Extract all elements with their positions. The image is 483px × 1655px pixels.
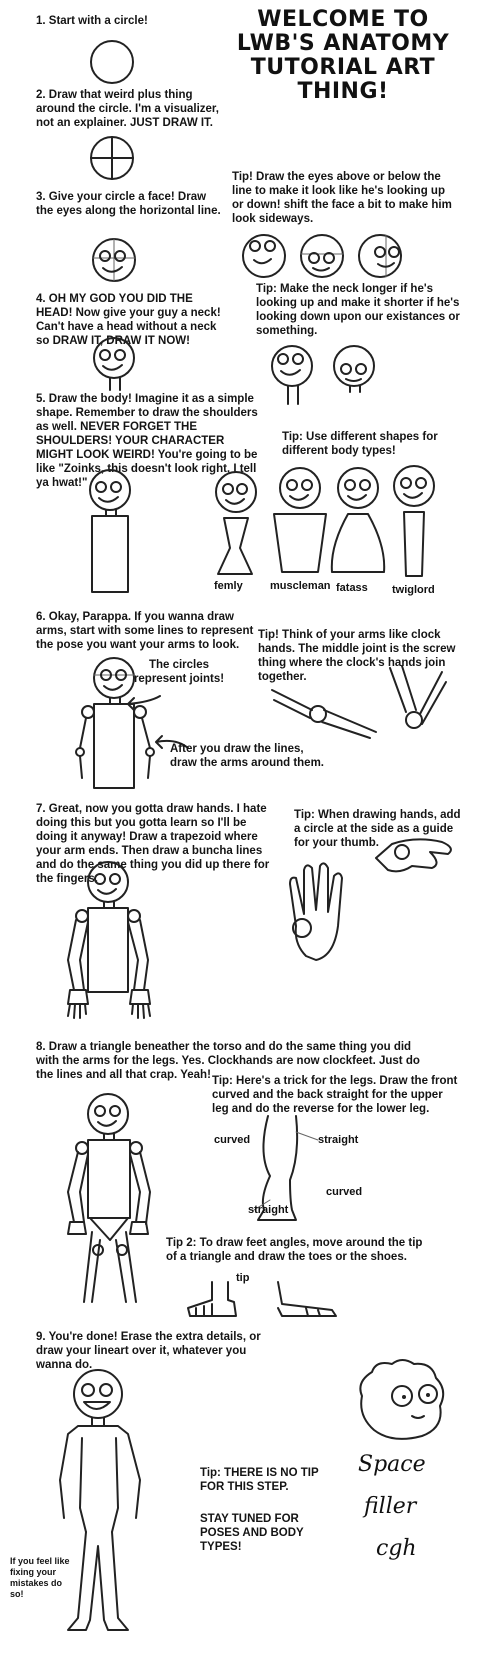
step-4-text: 4. OH MY GOD YOU DID THE HEAD! Now give your guy a neck! Can't have a head without a neck so DRAW IT, DRAW IT NOW! bbox=[36, 293, 221, 347]
tip-3-face-down bbox=[298, 232, 348, 282]
page-title: WELCOME TO LWB'S ANATOMY TUTORIAL ART THING! bbox=[236, 7, 450, 104]
space-filler-word-filler: filler bbox=[364, 1494, 417, 1519]
label-straight-upper: straight bbox=[318, 1134, 359, 1146]
label-fix-mistakes: If you feel like fixing your mistakes do so! bbox=[10, 1556, 70, 1599]
label-after-lines: After you draw the lines, draw the arms around them. bbox=[170, 743, 325, 769]
step-4-head-neck bbox=[90, 336, 140, 396]
tip-7-text: Tip: When drawing hands, add a circle at the side as a guide for your thumb. bbox=[294, 809, 461, 849]
label-curved-upper: curved bbox=[214, 1134, 251, 1146]
tip-6-clock-arm-bent bbox=[266, 680, 386, 740]
tip-3-text: Tip! Draw the eyes above or below the line to make it look like he's looking up or down! shift the face a bit to make him look sideways. bbox=[232, 171, 452, 225]
tip-4-text: Tip: Make the neck longer if he's looking up and make it shorter if he's looking down upon our existances or something. bbox=[256, 283, 460, 337]
arrow-joints bbox=[120, 692, 170, 712]
step-2-text: 2. Draw that weird plus thing around the circle. I'm a visualizer, not an explainer. JUST DRAW IT. bbox=[36, 89, 219, 129]
step-6-text: 6. Okay, Parappa. If you wanna draw arms, start with some lines to represent the pose you want your arms to look. bbox=[36, 611, 254, 651]
space-filler-word-space: Space bbox=[358, 1452, 426, 1477]
label-straight-lower: straight bbox=[248, 1204, 289, 1216]
tip-5-text: Tip: Use different shapes for different body types! bbox=[282, 431, 438, 457]
step-3-text: 3. Give your circle a face! Draw the eyes along the horizontal line. bbox=[36, 191, 221, 217]
step-8-legs-figure bbox=[56, 1092, 164, 1306]
step-1-text: 1. Start with a circle! bbox=[36, 15, 148, 27]
body-type-muscleman bbox=[270, 466, 330, 578]
step-3-face bbox=[90, 236, 140, 286]
label-fatass: fatass bbox=[336, 582, 368, 594]
tip-4-long-neck bbox=[268, 344, 318, 408]
step-1-circle bbox=[88, 38, 138, 88]
space-filler-signature: cgh bbox=[376, 1536, 417, 1561]
tip-9b-text: STAY TUNED FOR POSES AND BODY TYPES! bbox=[200, 1513, 304, 1553]
tip-4-short-neck bbox=[330, 344, 380, 400]
tip-7-hand-side bbox=[372, 830, 462, 890]
space-filler-doodle-head bbox=[352, 1356, 452, 1446]
label-circles-joints: The circles represent joints! bbox=[133, 659, 225, 685]
tip-3-face-side bbox=[356, 232, 406, 282]
step-2-circle-guides bbox=[86, 132, 138, 184]
tip-7-hand-open bbox=[276, 856, 366, 966]
step-9-text: 9. You're done! Erase the extra details, or draw your lineart over it, whatever you wanna do. bbox=[36, 1331, 261, 1371]
label-curved-lower: curved bbox=[326, 1186, 363, 1198]
tip-9-text: Tip: THERE IS NO TIP FOR THIS STEP. bbox=[200, 1467, 319, 1493]
label-tip: tip bbox=[236, 1272, 250, 1284]
tip-8-text: Tip: Here's a trick for the legs. Draw the front curved and the back straight for the upper leg and do the reverse for the lower leg. bbox=[212, 1075, 458, 1115]
label-twiglord: twiglord bbox=[392, 584, 435, 596]
tip-8b-feet bbox=[182, 1280, 342, 1320]
body-type-femly bbox=[210, 470, 260, 580]
step-7-text: 7. Great, now you gotta draw hands. I hate doing this but you gotta learn so I'll be doing it anyway! Draw a trapezoid where your arm ends. Then draw a buncha lines and do the same thing you did up there for the fingers. bbox=[36, 803, 270, 885]
label-femly: femly bbox=[214, 580, 243, 592]
body-type-fatass bbox=[328, 466, 388, 578]
label-muscleman: muscleman bbox=[270, 580, 331, 592]
tip-6-text: Tip! Think of your arms like clock hands. The middle joint is the screw thing where the clock's hands join together. bbox=[258, 629, 456, 683]
step-7-hands-figure bbox=[60, 860, 156, 1030]
step-5-text: 5. Draw the body! Imagine it as a simple shape. Remember to draw the shoulders as well. NEVER FORGET THE SHOULDERS! YOUR CHARACTER MIGHT LOOK WEIRD! You're going to be like "Zoinks, this doesn't look right, I tell ya hwat!" bbox=[36, 393, 258, 489]
step-5-body bbox=[86, 468, 136, 598]
tip-8b-text: Tip 2: To draw feet angles, move around the tip of a triangle and draw the toes or the shoes. bbox=[166, 1237, 423, 1263]
tip-3-face-up bbox=[240, 232, 290, 282]
tip-6-clock-arm-straight bbox=[380, 664, 450, 744]
step-8-text: 8. Draw a triangle beneather the torso and do the same thing you did with the arms for the legs. Yes. Clockhands are now clockfeet. Just do the lines and all that crap. Yeah! bbox=[36, 1041, 420, 1081]
body-type-twiglord bbox=[392, 464, 436, 580]
